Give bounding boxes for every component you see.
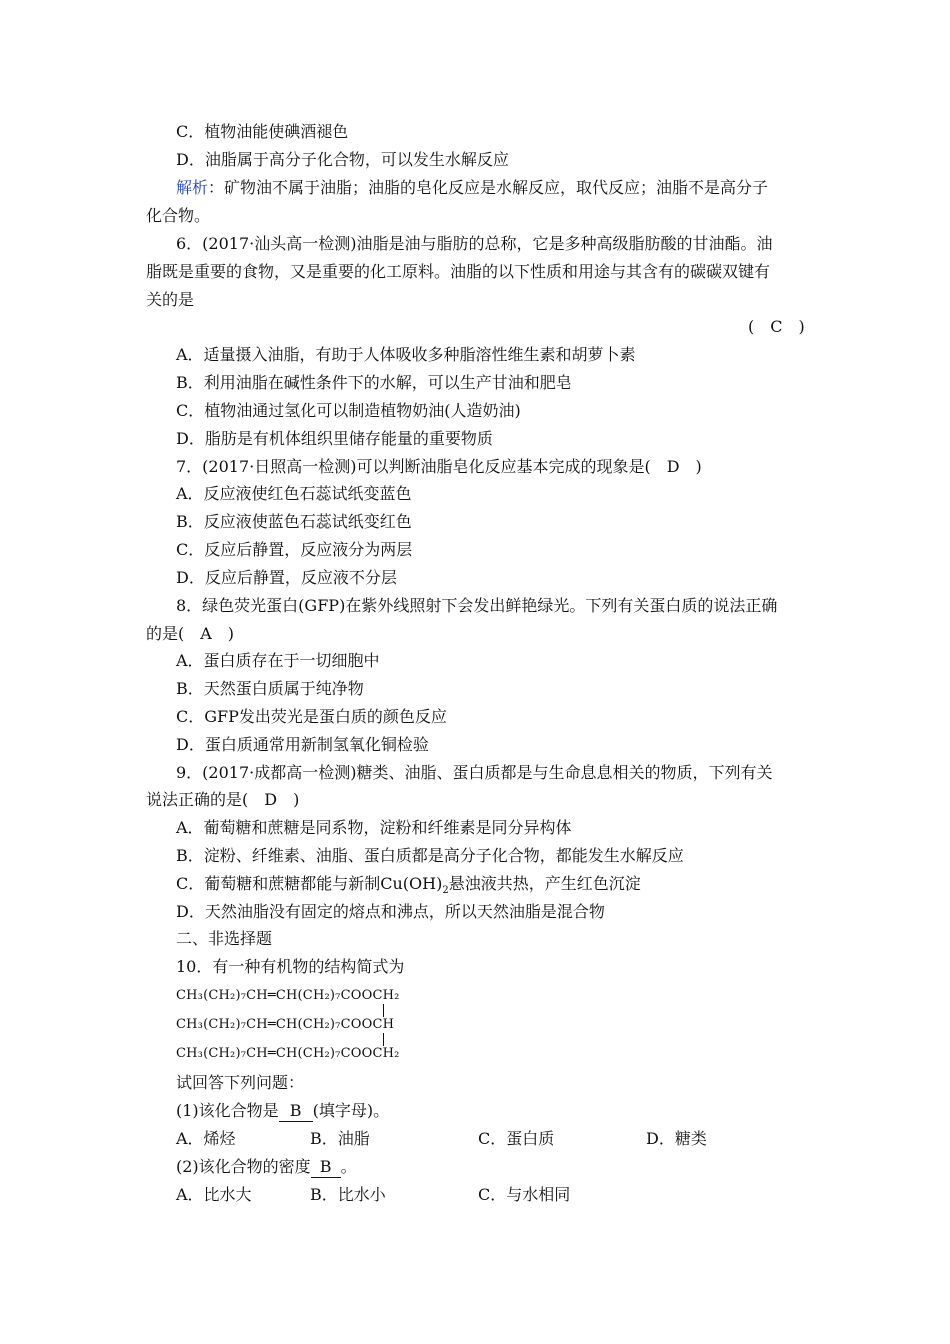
q5-option-d: D．油脂属于高分子化合物，可以发生水解反应 bbox=[176, 150, 509, 169]
q7-option-a: A．反应液使红色石蕊试纸变蓝色 bbox=[176, 484, 412, 503]
q7-option-b: B．反应液使蓝色石蕊试纸变红色 bbox=[176, 512, 412, 531]
q5-analysis-cont: 化合物。 bbox=[146, 206, 211, 225]
q8-option-c: C．GFP发出荧光是蛋白质的颜色反应 bbox=[176, 707, 447, 726]
q9-option-b: B．淀粉、纤维素、油脂、蛋白质都是高分子化合物，都能发生水解反应 bbox=[176, 846, 684, 865]
q10-prompt: 试回答下列问题： bbox=[176, 1073, 305, 1092]
q10-sub2-option-c: C．与水相同 bbox=[478, 1185, 571, 1204]
q6-answer-bracket: ( C ) bbox=[748, 317, 805, 336]
q6-option-a: A．适量摄入油脂，有助于人体吸收多种脂溶性维生素和胡萝卜素 bbox=[176, 345, 636, 364]
q6-option-c: C．植物油通过氢化可以制造植物奶油(人造奶油) bbox=[176, 401, 521, 420]
analysis-text: ：矿物油不属于油脂；油脂的皂化反应是水解反应，取代反应；油脂不是高分子 bbox=[208, 178, 769, 197]
structural-formula-row-2: CH₃(CH₂)₇CH═CH(CH₂)₇COOCH bbox=[176, 1017, 395, 1032]
formula-bond-2 bbox=[383, 1033, 384, 1046]
q10-sub2 bbox=[176, 1157, 357, 1178]
structural-formula-row-3: CH₃(CH₂)₇CH═CH(CH₂)₇COOCH₂ bbox=[176, 1046, 400, 1061]
q10-intro: 10．有一种有机物的结构简式为 bbox=[176, 957, 405, 976]
q10-sub2-text: (2)该化合物的密度 bbox=[176, 1157, 311, 1176]
q7-option-c: C．反应后静置，反应液分为两层 bbox=[176, 540, 413, 559]
q8-option-a: A．蛋白质存在于一切细胞中 bbox=[176, 651, 380, 670]
q10-sub2-answer: B bbox=[311, 1157, 341, 1178]
q8-option-d: D．蛋白质通常用新制氢氧化铜检验 bbox=[176, 735, 429, 754]
q10-sub1-text-end: (填字母)。 bbox=[312, 1101, 390, 1120]
q6-stem-line2: 脂既是重要的食物，又是重要的化工原料。油脂的以下性质和用途与其含有的碳碳双键有 bbox=[146, 262, 771, 281]
q6-option-d: D．脂肪是有机体组织里储存能量的重要物质 bbox=[176, 429, 493, 448]
q10-sub1 bbox=[176, 1101, 389, 1122]
formula-bond-1 bbox=[383, 1004, 384, 1017]
q6-stem-line1: 6．(2017·汕头高一检测)油脂是油与脂肪的总称，它是多种高级脂肪酸的甘油酯。油 bbox=[176, 234, 773, 253]
q9-option-c-text: C．葡萄糖和蔗糖都能与新制Cu(OH) bbox=[176, 874, 443, 893]
q9-option-c-text-end: 悬浊液共热，产生红色沉淀 bbox=[448, 874, 641, 893]
q10-sub1-option-b: B．油脂 bbox=[310, 1129, 370, 1148]
q6-stem-line3: 关的是 bbox=[146, 290, 195, 309]
q10-sub1-option-a: A．烯烃 bbox=[176, 1129, 236, 1148]
q10-sub1-option-c: C．蛋白质 bbox=[478, 1129, 555, 1148]
analysis-label: 解析 bbox=[176, 178, 209, 197]
q10-sub2-option-a: A．比水大 bbox=[176, 1185, 252, 1204]
q7-option-d: D．反应后静置，反应液不分层 bbox=[176, 568, 397, 587]
section-heading: 二、非选择题 bbox=[176, 929, 273, 948]
structural-formula-row-1: CH₃(CH₂)₇CH═CH(CH₂)₇COOCH₂ bbox=[176, 988, 400, 1003]
q5-option-c: C．植物油能使碘酒褪色 bbox=[176, 122, 349, 141]
q8-stem-line1: 8．绿色荧光蛋白(GFP)在紫外线照射下会发出鲜艳绿光。下列有关蛋白质的说法正确 bbox=[176, 596, 778, 615]
q9-option-a: A．葡萄糖和蔗糖是同系物，淀粉和纤维素是同分异构体 bbox=[176, 818, 572, 837]
q9-option-d: D．天然油脂没有固定的熔点和沸点，所以天然油脂是混合物 bbox=[176, 902, 605, 921]
q6-option-b: B．利用油脂在碱性条件下的水解，可以生产甘油和肥皂 bbox=[176, 373, 572, 392]
q9-stem-line1: 9．(2017·成都高一检测)糖类、油脂、蛋白质都是与生命息息相关的物质，下列有关 bbox=[176, 763, 773, 782]
q8-option-b: B．天然蛋白质属于纯净物 bbox=[176, 679, 364, 698]
q10-sub1-text: (1)该化合物是 bbox=[176, 1101, 279, 1120]
q9-option-c bbox=[176, 874, 641, 901]
q5-analysis bbox=[176, 178, 768, 198]
q10-sub2-option-b: B．比水小 bbox=[310, 1185, 386, 1204]
q8-stem-line2: 的是( A ) bbox=[146, 624, 235, 643]
q10-sub2-text-end: 。 bbox=[340, 1157, 357, 1176]
q9-stem-line2: 说法正确的是( D ) bbox=[146, 790, 300, 809]
q9-option-c-subscript: 2 bbox=[442, 885, 449, 897]
q10-sub1-answer: B bbox=[279, 1101, 313, 1122]
q7-stem: 7．(2017·日照高一检测)可以判断油脂皂化反应基本完成的现象是( D ) bbox=[176, 457, 702, 476]
q10-sub1-option-d: D．糖类 bbox=[646, 1129, 707, 1148]
